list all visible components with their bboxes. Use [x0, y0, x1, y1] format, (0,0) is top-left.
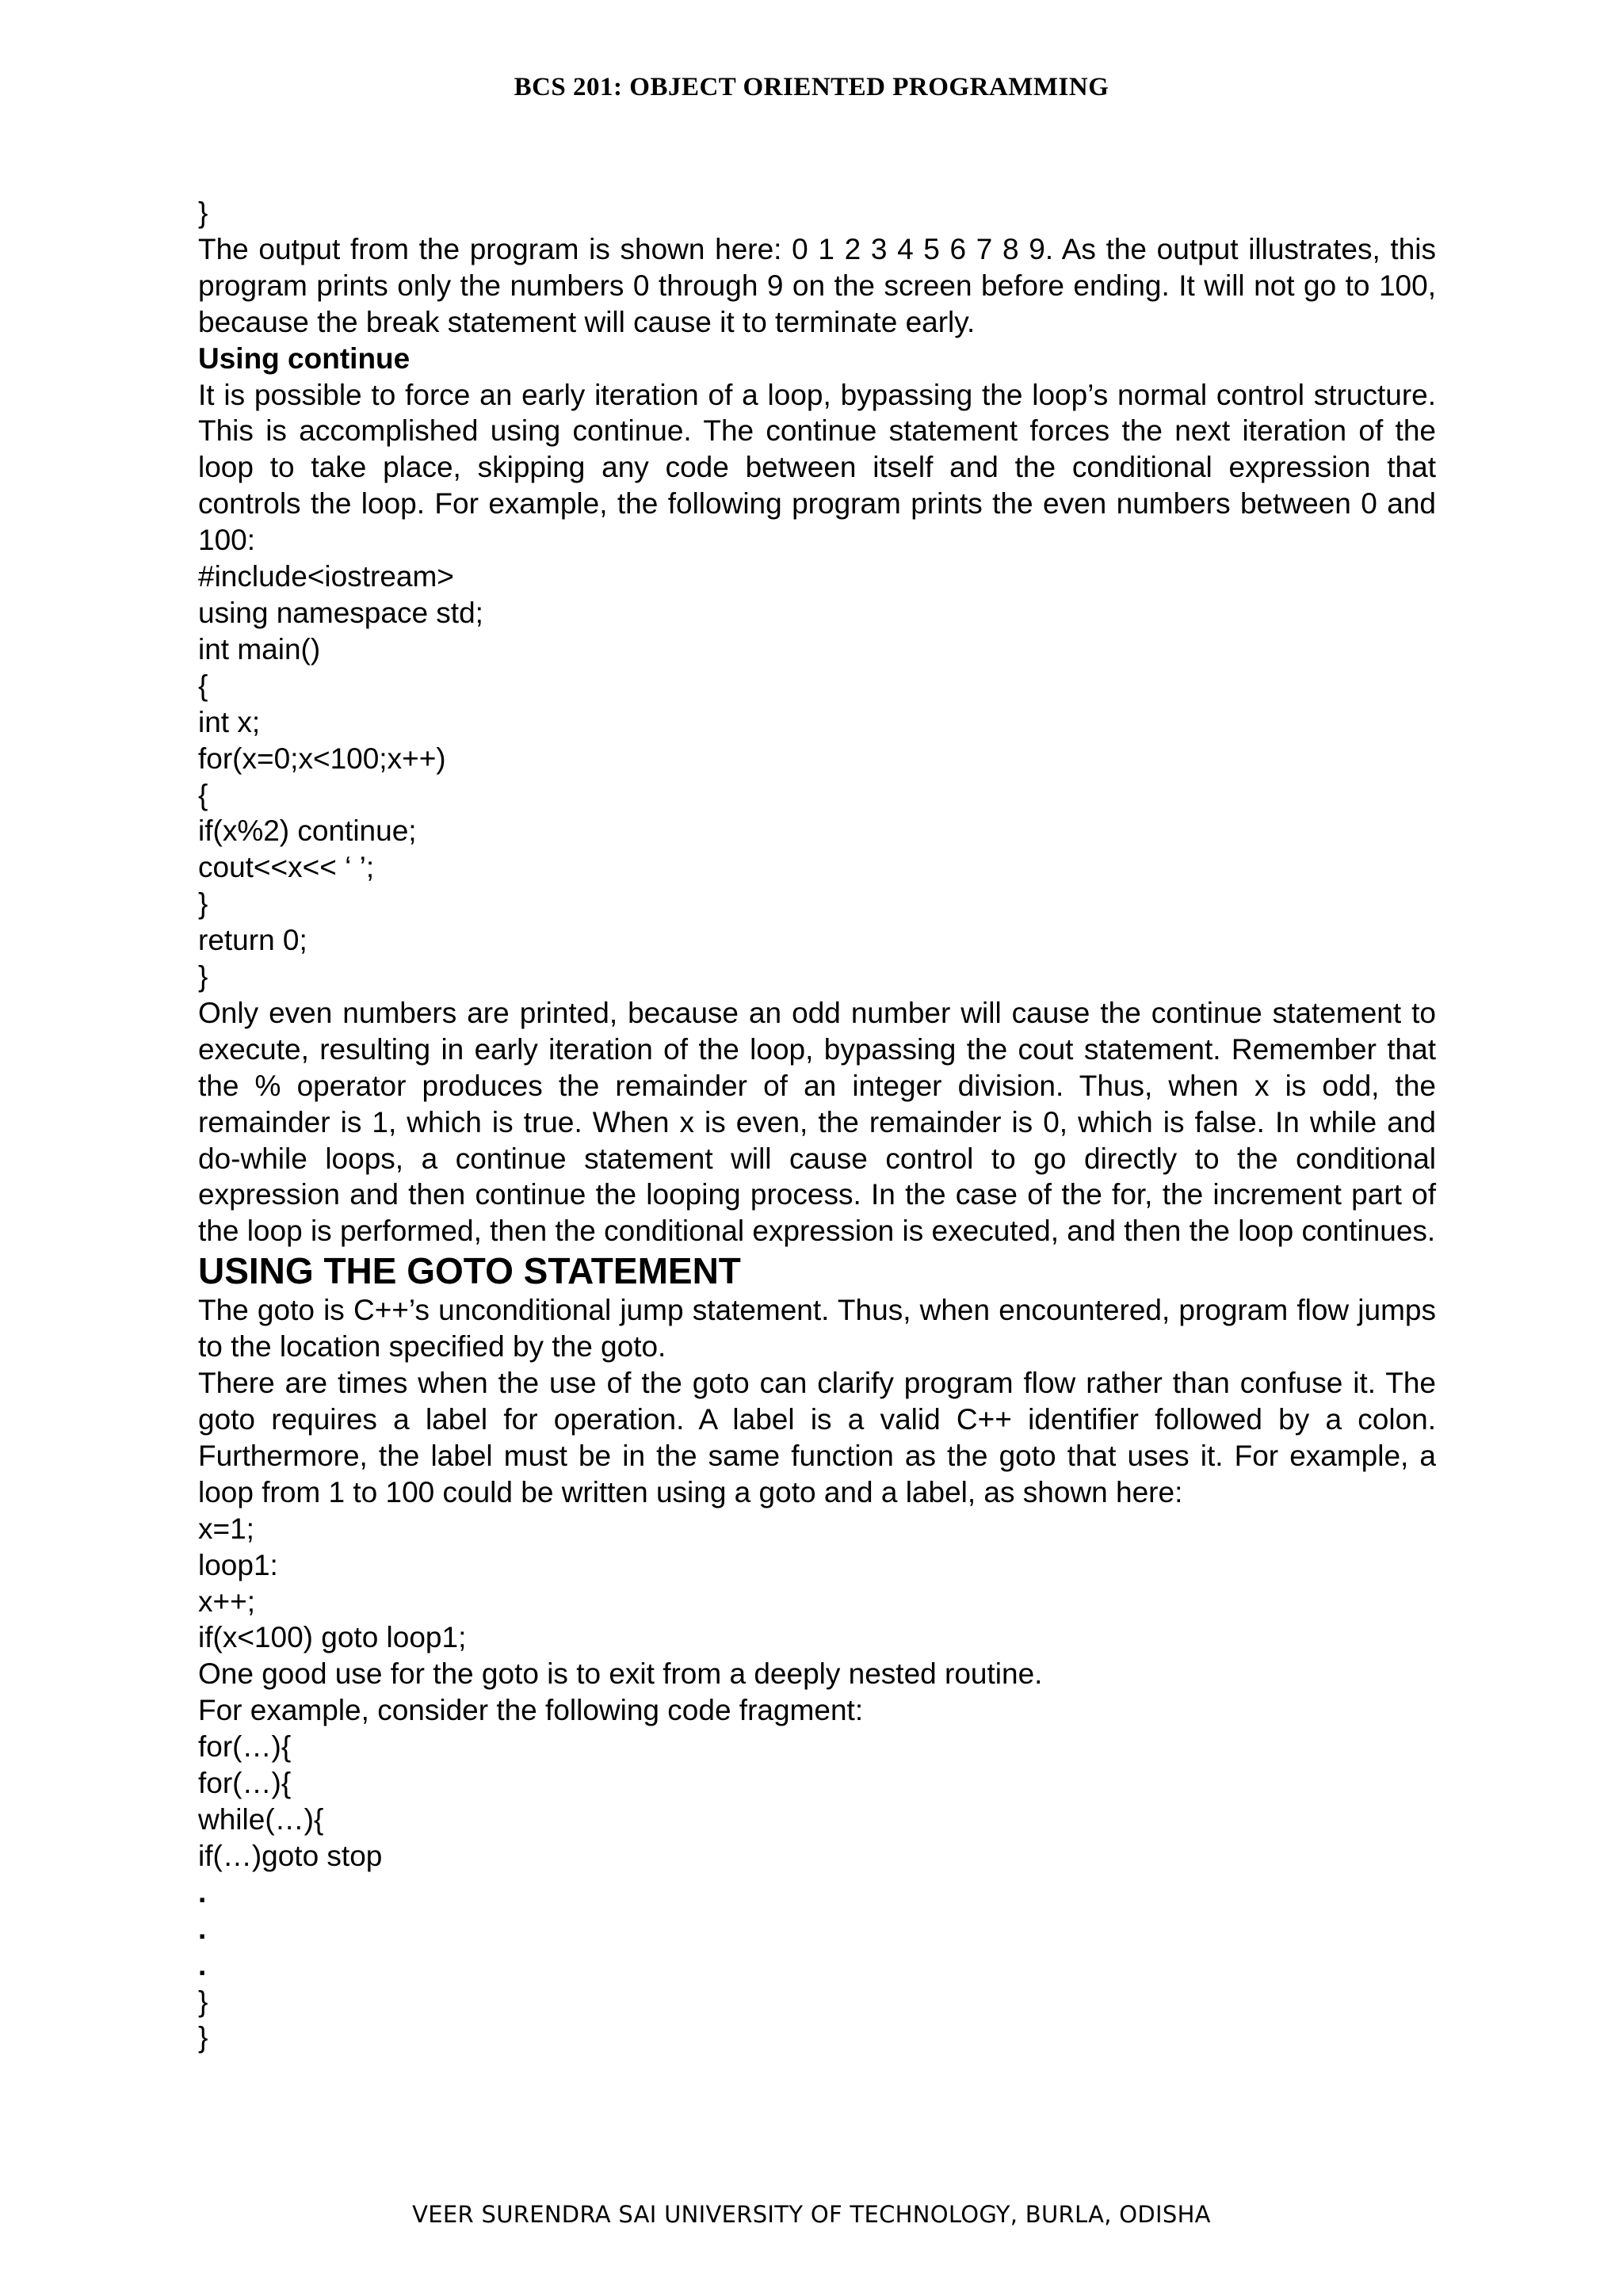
code-line: cout<<x<< ‘ ’;	[198, 851, 375, 884]
ellipsis-dot: .	[198, 1912, 207, 1945]
code-line: using namespace std;	[198, 596, 483, 629]
code-line: if(…)goto stop	[198, 1839, 383, 1872]
code-line: for(…){	[198, 1767, 292, 1800]
code-line: int x;	[198, 705, 261, 738]
code-line: {	[198, 778, 208, 811]
code-line: x++;	[198, 1585, 255, 1618]
page-content	[198, 195, 1436, 2056]
page-footer: VEER SURENDRA SAI UNIVERSITY OF TECHNOLOGY, BURLA, ODISHA	[412, 2201, 1211, 2228]
code-line: for(x=0;x<100;x++)	[198, 742, 446, 775]
code-line: x=1;	[198, 1512, 254, 1545]
code-line: if(x%2) continue;	[198, 814, 417, 848]
paragraph: Only even numbers are printed, because an odd number will cause the continue statement to execute, resulting in early iteration of the loop, bypassing the cout statement. Remember that the % operator produces the remainder of an integer division. Thus, when x is odd, the remainder is 1, which is true. When x is even, the remainder is 0, which is false. In while and do-while loops, a continue statement will cause control to go directly to the conditional expression and then continue the looping process. In the case of the for, the increment part of the loop is performed, then the conditional expression is executed, and then the loop continues.	[198, 996, 1436, 1248]
ellipsis-dot: .	[198, 1948, 207, 1981]
code-line: }	[198, 2021, 208, 2054]
code-line: #include<iostream>	[198, 560, 454, 593]
code-line: }	[198, 1985, 208, 2018]
paragraph: For example, consider the following code fragment:	[198, 1694, 864, 1727]
paragraph: One good use for the goto is to exit from a deeply nested routine.	[198, 1657, 1043, 1691]
code-line: }	[198, 196, 208, 229]
code-line: if(x<100) goto loop1;	[198, 1621, 467, 1654]
code-line: int main()	[198, 632, 321, 666]
paragraph: The output from the program is shown here: 0 1 2 3 4 5 6 7 8 9. As the output illustrates, this program prints only the numbers 0 through 9 on the screen before ending. It will not go to 100, because the break statement will cause it to terminate early.	[198, 232, 1436, 338]
code-line: }	[198, 887, 208, 921]
code-line: return 0;	[198, 924, 307, 957]
code-line: while(…){	[198, 1802, 324, 1836]
code-line: {	[198, 669, 208, 702]
code-line: }	[198, 960, 208, 994]
paragraph: There are times when the use of the goto can clarify program flow rather than confuse it. The goto requires a label for operation. A label is a valid C++ identifier followed by a colon. Furthermore, the label must be in the same function as the goto that uses it. For example, a loop from 1 to 100 could be written using a goto and a label, as shown here:	[198, 1367, 1436, 1508]
paragraph: The goto is C++’s unconditional jump statement. Thus, when encountered, program flow jumps to the location specified by the goto.	[198, 1294, 1436, 1363]
code-line: loop1:	[198, 1548, 278, 1581]
section-heading: USING THE GOTO STATEMENT	[198, 1250, 741, 1292]
code-line: for(…){	[198, 1730, 292, 1764]
subheading: Using continue	[198, 341, 411, 375]
page-header: BCS 201: OBJECT ORIENTED PROGRAMMING	[514, 73, 1109, 101]
ellipsis-dot: .	[198, 1875, 207, 1909]
paragraph: It is possible to force an early iteration of a loop, bypassing the loop’s normal control structure. This is accomplished using continue. The continue statement forces the next iteration of the loop to take place, skipping any code between itself and the conditional expression that controls the loop. For example, the following program prints the even numbers between 0 and 100:	[198, 378, 1436, 557]
